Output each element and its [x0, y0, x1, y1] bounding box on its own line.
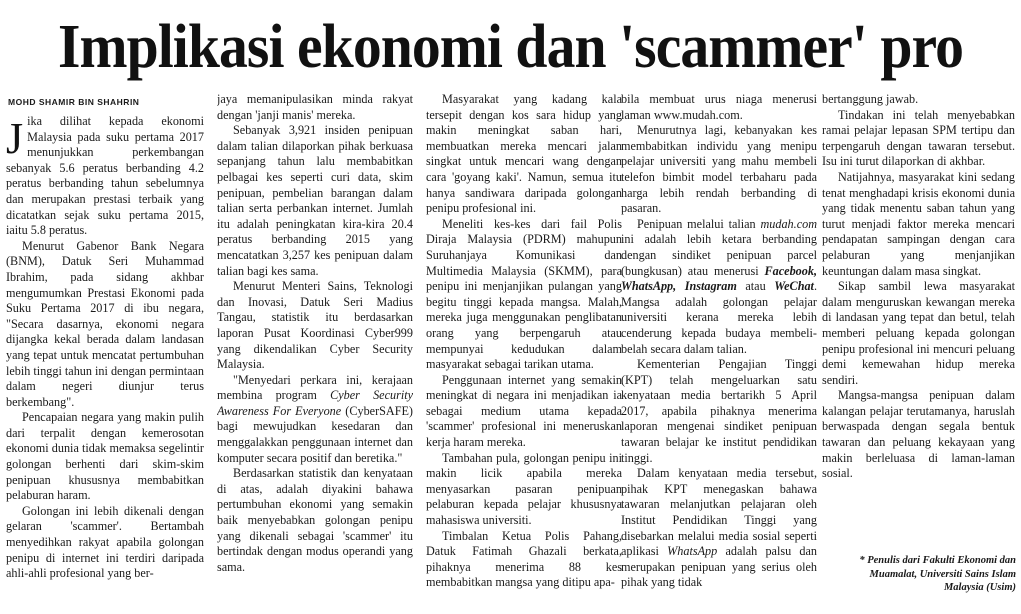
paragraph: Pencapaian negara yang makin pulih dari terpalit dengan kemerosotan ekonomi dunia tidak memaksa segelintir golongan berhenti dari skim-skim penipuan khususnya membabitkan pelaburan haram. — [6, 410, 204, 503]
column-1 — [6, 114, 204, 612]
paragraph: Menurut Menteri Sains, Teknologi dan Inovasi, Datuk Seri Madius Tangau, statistik itu berdasarkan laporan Pusat Koordinasi Cyber999 yang dikendalikan Cyber Security Malaysia. — [217, 279, 413, 372]
paragraph: Timbalan Ketua Polis Pahang, Datuk Fatimah Ghazali berkata, pihaknya menerima 88 kes membabitkan mangsa yang ditipu apa- — [426, 528, 622, 590]
paragraph: Masyarakat yang kadang kala tersepit dengan kos sara hidup yang makin meningkat saban hari, membuatkan mereka mencari jalan singkat untuk mencari wang dengan cara 'goyang kaki'. Namun, semua itu hanya sandiwara daripada golongan penipu profesional ini. — [426, 92, 622, 216]
paragraph: Dalam kenyataan media tersebut, pihak KPT menegaskan bahawa tawaran melanjutkan pelajaran oleh Institut Pendidikan Tinggi yang disebarkan melalui media sosial seperti aplikasi WhatsApp adalah palsu dan merupakan penipuan yang serius oleh pihak yang tidak — [621, 466, 817, 590]
paragraph: "Menyedari perkara ini, kerajaan membina program Cyber Security Awareness For Everyone (CyberSAFE) bagi mewujudkan kesedaran dan menggalakkan penggunaan internet dan komputer secara positif dan beretika." — [217, 372, 413, 465]
column-5 — [822, 92, 1015, 612]
byline: MOHD SHAMIR BIN SHAHRIN — [8, 97, 140, 107]
paragraph: Menurut Gabenor Bank Negara (BNM), Datuk Seri Muhammad Ibrahim, pada sidang akhbar mengumumkan Prestasi Ekonomi pada Suku Pertama 2017 di ibu negara, "Secara dasarnya, ekonomi negara dijangka kekal berada dalam landasan yang tepat untuk mencatat pertumbuhan lebih tinggi tahun ini dengan permintaan dalam negeri diunjur terus berkembang". — [6, 238, 204, 409]
paragraph: Tambahan pula, golongan penipu ini makin licik apabila mereka menyasarkan pasaran penipuan pelaburan kepada pelajar khususnya mahasiswa universiti. — [426, 450, 622, 528]
paragraph: jaya memanipulasikan minda rakyat dengan 'janji manis' mereka. — [217, 92, 413, 122]
paragraph: Penipuan melalui talian mudah.com ini adalah lebih ketara berbanding dengan sindiket penipuan parcel (bungkusan) atau menerusi Facebook, WhatsApp, Instagram atau WeChat. Mangsa adalah golongan pelajar universiti kerana mereka lebih cenderung kepada budaya membeli-belah secara dalam talian. — [621, 216, 817, 356]
paragraph: Penggunaan internet yang semakin meningkat di negara ini menjadikan ia sebagai medium utama kepada 'scammer' profesional ini meneruskan kerja haram mereka. — [426, 372, 622, 450]
paragraph: Sebanyak 3,921 insiden penipuan dalam talian dilaporkan pihak berkuasa sepanjang tahun lalu membabitkan pelbagai kes seperti curi data, skim penipuan, pembelian barangan dalam talian serta perbankan internet. Jumlah itu adalah peningkatan kira-kira 20.4 peratus berbanding 2015 yang mencatatkan 3,257 kes penipuan dalam talian bagi kes sama. — [217, 123, 413, 278]
paragraph: bertanggung jawab. — [822, 92, 919, 106]
column-3 — [426, 92, 622, 612]
paragraph: Tindakan ini telah menyebabkan ramai pelajar lepasan SPM tertipu dan terpengaruh dengan tawaran tersebut. Isu ini turut dilaporkan di akhbar. — [822, 107, 1015, 169]
column-2 — [217, 92, 413, 612]
paragraph: Golongan ini lebih dikenali dengan gelaran 'scammer'. Bertambah menyedihkan rakyat apabila golongan penipu di internet ini terdiri daripada ahli-ahli profesional yang ber- — [6, 503, 204, 581]
column-4 — [621, 92, 817, 612]
paragraph: Sikap sambil lewa masyarakat dalam menguruskan kewangan mereka di landasan yang tepat dan betul, telah memberi peluang kepada golongan penipu profesional ini mencuri peluang demi kemewahan hidup mereka sendiri. — [822, 279, 1015, 387]
paragraph: Jika dilihat kepada ekonomi Malaysia pada suku pertama 2017 menunjukkan perkembangan sebanyak 5.6 peratus berbanding 4.2 peratus berbanding tahun sebelumnya dan merupakan prestasi terbaik yang dicatatkan sejak suku pertama 2015, iaitu 5.8 peratus. — [6, 114, 204, 238]
paragraph: Kementerian Pengajian Tinggi (KPT) telah mengeluarkan satu kenyataan media bertarikh 5 April 2017, apabila pihaknya menerima laporan mengenai sindiket penipuan tawaran belajar ke institut pendidikan tinggi. — [621, 357, 817, 465]
headline: Implikasi ekonomi dan 'scammer' pro — [57, 13, 964, 81]
author-footnote: * Penulis dari Fakulti Ekonomi dan Muamalat, Universiti Sains Islam Malaysia (Usim) — [859, 555, 1016, 593]
paragraph: Menurutnya lagi, kebanyakan kes membabitkan individu yang menipu pelajar universiti yang mahu membeli telefon bimbit model terbaharu pada harga lebih rendah berbanding di pasaran. — [621, 123, 817, 216]
paragraph: Meneliti kes-kes dari fail Polis Diraja Malaysia (PDRM) mahupun Suruhanjaya Komunikasi dan Multimedia Malaysia (SKMM), para penipu ini menjanjikan pulangan yang begitu tinggi kepada mangsa. Malah, mereka juga menggunakan penglibatan orang yang berpengaruh atau mempunyai kedudukan dalam masyarakat sebagai tarikan utama. — [426, 216, 622, 372]
drop-cap: J — [6, 114, 24, 163]
paragraph: bila membuat urus niaga menerusi laman www.mudah.com. — [621, 92, 817, 122]
website-link[interactable]: www.mudah.com — [653, 107, 740, 122]
paragraph: Berdasarkan statistik dan kenyataan di atas, adalah diyakini bahawa pertumbuhan ekonomi yang semakin baik menyebabkan golongan penipu yang dikenali sebagai 'scammer' itu bertindak dengan modus operandi yang sama. — [217, 466, 413, 574]
paragraph: Natijahnya, masyarakat kini sedang tenat menghadapi krisis ekonomi dunia yang tidak menentu saban tahun yang turut menjadi faktor mereka mencari pendapatan sampingan dengan cara pelaburan yang menjanjikan keuntungan dalam masa singkat. — [822, 169, 1015, 278]
paragraph: Mangsa-mangsa penipuan dalam kalangan pelajar terutamanya, haruslah berwaspada dengan segala bentuk tawaran dan peluang kekayaan yang makin berleluasa di laman-laman sosial. — [822, 388, 1015, 481]
